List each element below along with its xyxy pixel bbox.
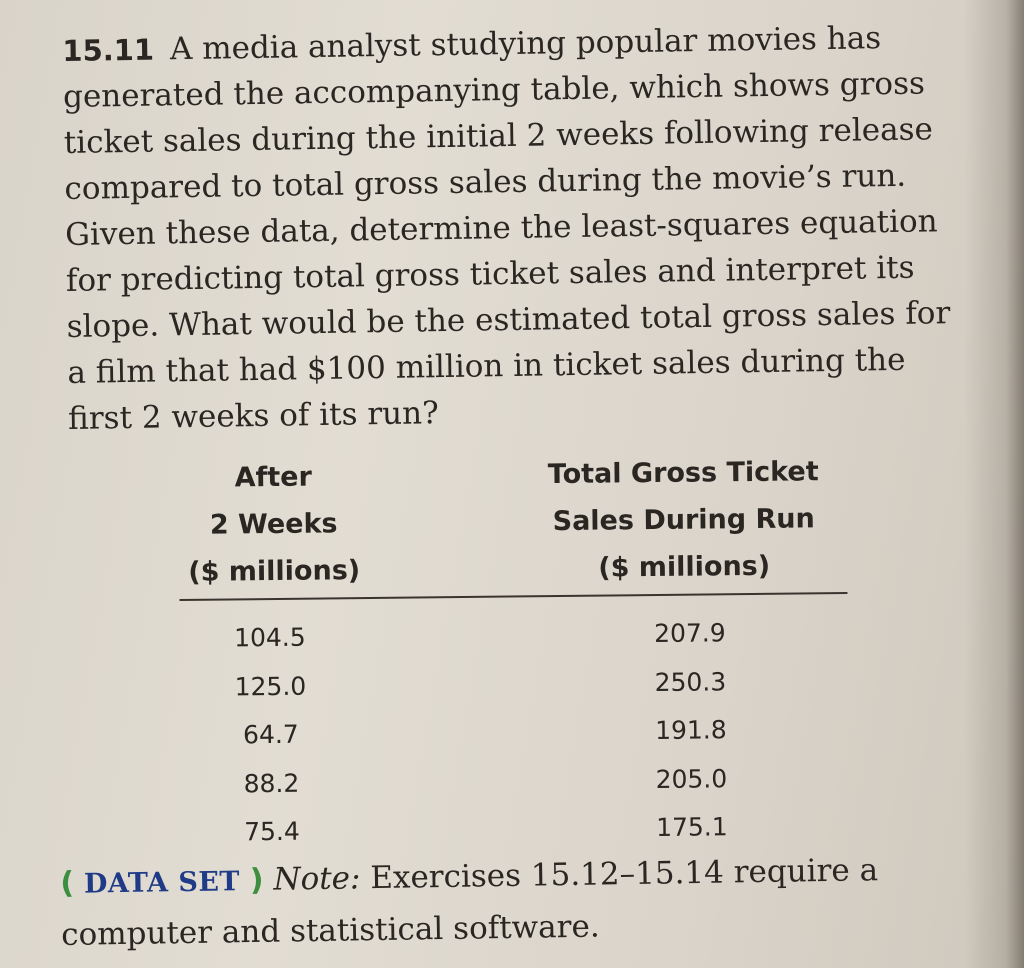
- dataset-label: DATA SET: [83, 866, 241, 900]
- data-table: [178, 448, 848, 847]
- table-cell: 205.0: [655, 763, 728, 794]
- dataset-open-paren: (: [60, 865, 75, 901]
- table-cell: 207.9: [653, 618, 726, 649]
- table-cell: 191.8: [654, 715, 727, 746]
- column-after-2-weeks: [220, 614, 323, 858]
- column-header-total-gross: Total Gross Ticket Sales During Run ($ millions): [547, 456, 819, 584]
- page-edge-shadow: [964, 0, 1024, 968]
- problem-number: 15.11: [62, 32, 155, 68]
- note-label: Note:: [273, 860, 361, 898]
- table-cell: 88.2: [243, 768, 300, 798]
- column-total-gross: [635, 609, 748, 853]
- table-cell: 250.3: [654, 666, 727, 697]
- table-cell: 64.7: [242, 719, 299, 750]
- table-cell: 75.4: [243, 816, 300, 847]
- problem-paragraph: [62, 14, 958, 442]
- problem-text: A media analyst studying popular movies has generated the accompanying table, which shows gross ticket sales during the initial 2 weeks following release compared to total gross sales during the movie’s run. Given these data, determine the least-squares equation for predicting total gross ticket sales and interpret its slope. What would be the estimated total gross sales for a film that had $100 million in ticket sales during the first 2 weeks of its run?: [62, 20, 951, 437]
- note-paragraph: [60, 844, 961, 960]
- table-cell: 104.5: [233, 622, 306, 653]
- table-cell: 175.1: [655, 812, 728, 843]
- note-text: Exercises 15.12–15.14 require a computer and statistical software.: [60, 852, 879, 953]
- table-cell: 125.0: [234, 671, 307, 701]
- dataset-close-paren: ): [249, 862, 264, 899]
- column-header-after-2-weeks: After 2 Weeks ($ millions): [188, 461, 361, 588]
